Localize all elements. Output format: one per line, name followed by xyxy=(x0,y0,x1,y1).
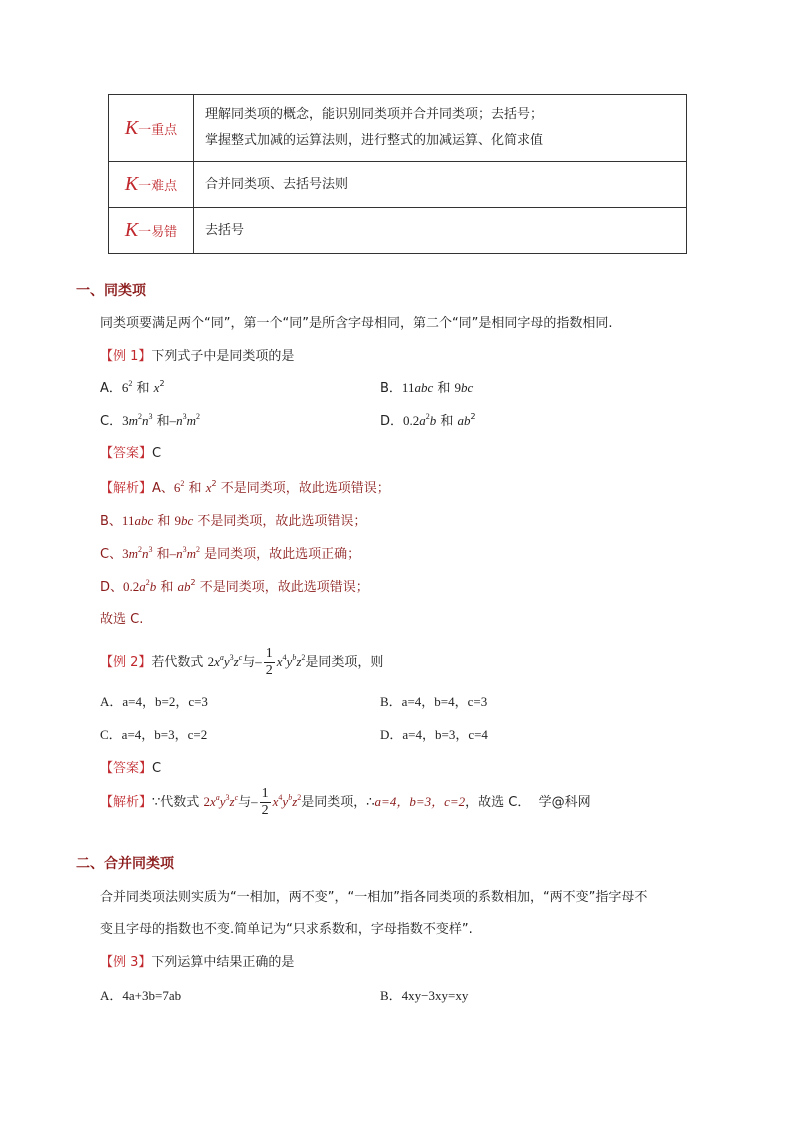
answer-value: C xyxy=(152,446,162,461)
option-c: C．$3m^2n^3$ 和$-n^3m^2$ xyxy=(100,412,200,429)
connector-text: 与 xyxy=(242,655,256,670)
example-2-answer xyxy=(100,757,161,776)
analysis-line-c: C、$3m^2n^3$ 和$-n^3m^2$ 是同类项，故此选项正确； xyxy=(100,545,361,562)
k-letter: K xyxy=(124,116,139,139)
option-b: B．11abc 和 9bc xyxy=(380,380,474,396)
key-line: 合并同类项、去括号法则 xyxy=(205,176,349,192)
key-content-cell xyxy=(194,162,687,208)
section2-intro-line2: 变且字母的指数也不变.简单记为“只求系数和，字母指数不变样”. xyxy=(100,922,473,937)
key-label: 易错 xyxy=(151,225,178,240)
option-b: B．4xy−3xy=xy xyxy=(380,988,469,1003)
option-a: A．a=4，b=2，c=3 xyxy=(100,694,208,709)
connector-text: 与 xyxy=(238,795,252,810)
analysis-conclusion: 故选 C. xyxy=(100,612,144,627)
k-letter: K xyxy=(124,173,139,195)
key-label-cell xyxy=(109,162,194,208)
answer-value: C xyxy=(152,761,162,776)
key-line: 掌握整式加减的运算法则，进行整式的加减运算、化简求值 xyxy=(205,133,544,148)
example-2-question: 【例 2】若代数式 $2x^ay^3z^c$与– $\frac{1}{2}$ $x^4y^bz^2$是同类项，则 xyxy=(100,646,384,678)
example-tag: 【例 2】 xyxy=(100,655,152,670)
question-text: 是同类项，则 xyxy=(305,655,384,670)
analysis-text: ，故选 C． xyxy=(465,795,531,810)
key-label: 重点 xyxy=(151,122,178,138)
key-row-important xyxy=(109,95,687,162)
example-3-question xyxy=(100,951,294,970)
k-dash: 一 xyxy=(138,225,152,240)
question-text: 下列式子中是同类项的是 xyxy=(151,349,295,364)
k-letter: K xyxy=(124,219,139,241)
analysis-tag: 【解析】 xyxy=(100,795,153,810)
fraction-half: $\frac{1}{2}$ xyxy=(265,646,273,678)
analysis-tag: 【解析】 xyxy=(100,481,153,496)
expr-2: $x^4y^bz^2$ xyxy=(272,793,302,809)
key-row-difficult xyxy=(109,162,687,208)
example-1-question xyxy=(100,345,294,364)
expr-1: $2x^ay^3z^c$ xyxy=(203,793,239,809)
analysis-line-a: 【解析】A、$6^2$ 和 $x^2$ 不是同类项，故此选项错误； xyxy=(100,479,390,496)
key-line: 去括号 xyxy=(205,222,245,238)
option-d: D．$0.2a^2b$ 和 $ab^2$ xyxy=(380,412,476,429)
fraction-half: $\frac{1}{2}$ xyxy=(261,786,269,818)
key-content-cell xyxy=(194,95,687,162)
example-tag: 【例 1】 xyxy=(100,349,152,364)
answer-tag: 【答案】 xyxy=(100,446,153,461)
option-a: A．$6^2$ 和 $x^2$ xyxy=(100,379,165,396)
key-row-error-prone xyxy=(109,208,687,254)
key-points-table xyxy=(108,94,687,254)
analysis-text: 是同类项，∴ xyxy=(301,795,375,810)
option-a: A．4a+3b=7ab xyxy=(100,988,182,1003)
key-line: 理解同类项的概念，能识别同类项并合并同类项；去括号； xyxy=(205,107,544,122)
section-title-2: 二、合并同类项 xyxy=(76,856,174,872)
option-c: C．a=4，b=3，c=2 xyxy=(100,727,208,742)
example-tag: 【例 3】 xyxy=(100,955,152,970)
question-text: 下列运算中结果正确的是 xyxy=(151,955,295,970)
watermark-text: 学@科网 xyxy=(538,795,591,810)
question-text: 若代数式 xyxy=(151,655,204,670)
analysis-line-b: B、11abc 和 9bc 不是同类项，故此选项错误； xyxy=(100,513,367,529)
option-b: B．a=4，b=4，c=3 xyxy=(380,694,488,709)
example-1-answer xyxy=(100,442,161,461)
k-dash: 一 xyxy=(138,122,152,138)
key-label-cell xyxy=(109,95,194,162)
section1-intro: 同类项要满足两个“同”，第一个“同”是所含字母相同，第二个“同”是相同字母的指数相同. xyxy=(100,316,613,331)
key-content-cell xyxy=(194,208,687,254)
section-title-1: 一、同类项 xyxy=(76,283,146,299)
expr-1: $2x^ay^3z^c$ xyxy=(207,653,243,669)
k-dash: 一 xyxy=(138,179,152,194)
expr-2: $x^4y^bz^2$ xyxy=(276,653,306,669)
analysis-line-d: D、$0.2a^2b$ 和 $ab^2$ 不是同类项，故此选项错误； xyxy=(100,578,369,595)
key-label-cell xyxy=(109,208,194,254)
analysis-values: a=4，b=3，c=2 xyxy=(374,794,466,809)
answer-tag: 【答案】 xyxy=(100,761,153,776)
option-d: D．a=4，b=3，c=4 xyxy=(380,727,488,742)
analysis-text: ∵代数式 xyxy=(152,795,200,810)
example-2-analysis: 【解析】∵代数式 $2x^ay^3z^c$与– $\frac{1}{2}$ $x^4y^bz^2$是同类项，∴a=4，b=3，c=2，故选 C． 学@科网 xyxy=(100,786,591,818)
key-label: 难点 xyxy=(151,179,178,194)
section2-intro-line1: 合并同类项法则实质为“一相加，两不变”，“一相加”指各同类项的系数相加，“两不变”指字母不 xyxy=(100,890,648,905)
